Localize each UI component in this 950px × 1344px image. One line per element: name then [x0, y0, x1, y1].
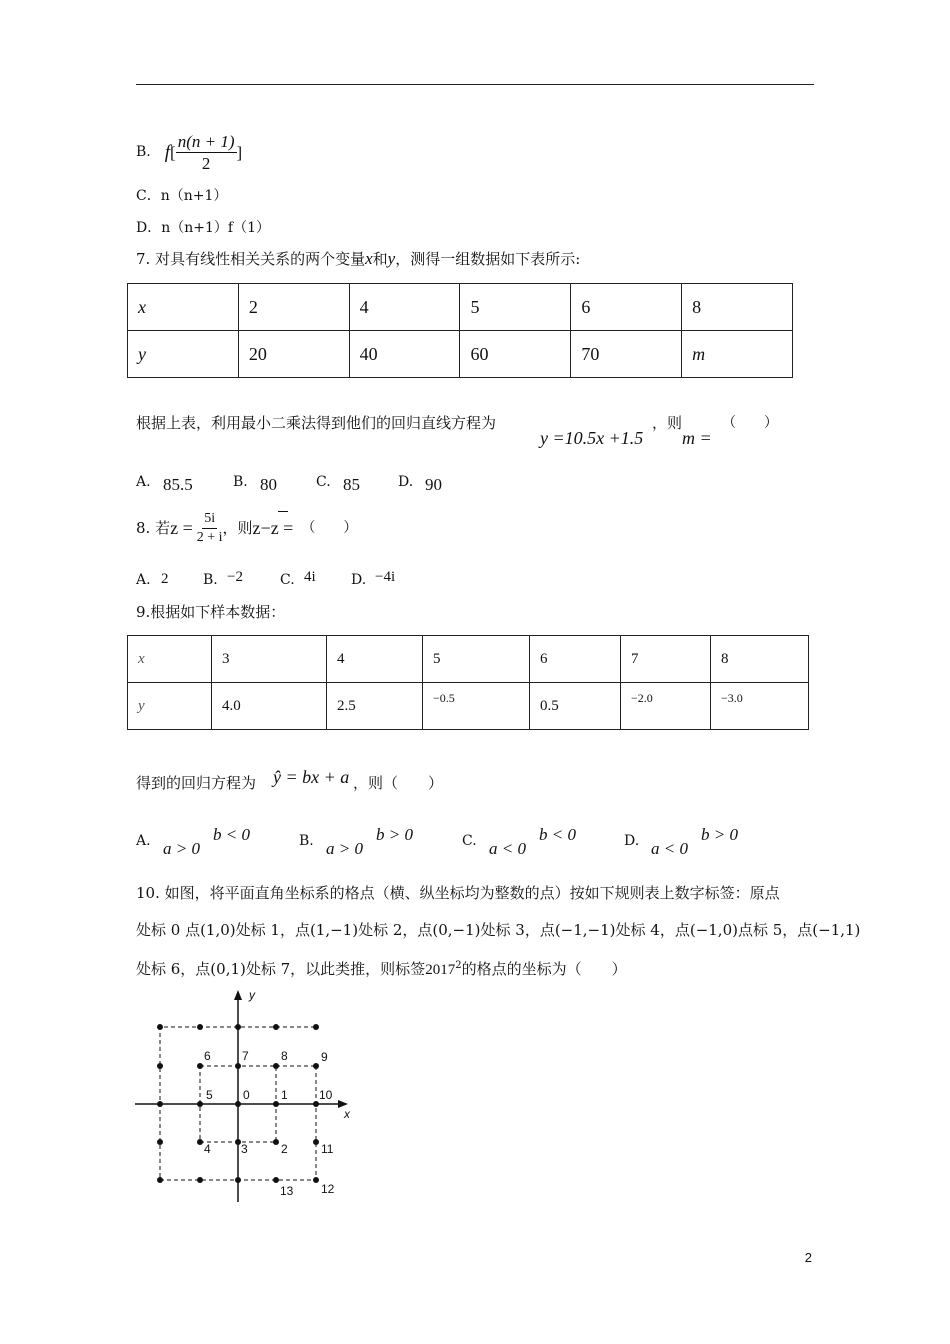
lattice-point — [273, 1101, 279, 1107]
table-cell: 60 — [460, 331, 571, 378]
table-cell: 5 — [423, 636, 530, 683]
q6-option-b-rbracket: ] — [236, 142, 243, 162]
table-cell: y — [128, 683, 212, 730]
table-cell: 2 — [238, 284, 349, 331]
lattice-point — [157, 1139, 163, 1145]
table-cell: 2.5 — [327, 683, 423, 730]
q10-stem-line-3 — [136, 961, 627, 978]
q7-option-a-value: 85.5 — [163, 475, 193, 494]
table-cell: 3 — [212, 636, 327, 683]
q8-option-c-label: C. — [280, 572, 295, 588]
point-label: 4 — [204, 1142, 211, 1156]
lattice-point — [197, 1024, 203, 1030]
table-cell: 4 — [349, 284, 460, 331]
point-label: 13 — [280, 1184, 294, 1198]
q8-fraction — [197, 512, 223, 545]
lattice-point — [313, 1139, 319, 1145]
point-label: 8 — [281, 1049, 288, 1063]
table-cell: m — [682, 331, 793, 378]
q6-option-b-label: B. — [136, 144, 151, 160]
q10-stem-line-1: 10. 如图，将平面直角坐标系的格点（横、纵坐标均为整数的点）按如下规则表上数字标签：原点 — [136, 884, 780, 902]
q9-option-b-label: B. — [299, 833, 314, 849]
table-cell: 70 — [571, 331, 682, 378]
lattice-point — [235, 1177, 241, 1183]
q8-option-b-label: B. — [203, 572, 218, 588]
lattice-point — [273, 1139, 279, 1145]
table-row — [128, 636, 809, 683]
q8-numerator: 5i — [202, 512, 217, 529]
q7-var-y: y — [387, 249, 396, 268]
q7-regression-equation: y =10.5x +1.5 — [540, 428, 644, 448]
q7-stem — [136, 250, 580, 267]
q7-after-text: 根据上表，利用最小二乘法得到他们的回归直线方程为 — [136, 414, 497, 432]
table-cell: 5 — [460, 284, 571, 331]
table-cell: 0.5 — [530, 683, 621, 730]
lattice-point — [235, 1024, 241, 1030]
q9-option-c-b: b < 0 — [539, 825, 576, 844]
q6-option-b-denominator: 2 — [201, 153, 211, 173]
point-label: 10 — [319, 1088, 333, 1102]
q8-option-a-value: 2 — [161, 571, 169, 587]
q8-stem-text-a: 8. 若 — [136, 518, 171, 537]
q7-stem-text-c: ，测得一组数据如下表所示: — [395, 250, 581, 268]
q6-option-b-lbracket: [ — [170, 142, 176, 162]
point-label: 12 — [321, 1182, 335, 1196]
x-axis-label: x — [344, 1107, 350, 1121]
q8-z-equals: z = — [170, 518, 193, 538]
q9-option-b-a: a > 0 — [326, 839, 363, 858]
point-label: 6 — [204, 1049, 211, 1063]
table-cell: 8 — [682, 284, 793, 331]
table-cell: y — [128, 331, 239, 378]
q8-option-a-label: A. — [136, 572, 151, 588]
q9-stem: 9.根据如下样本数据： — [136, 603, 286, 621]
q8-denominator: 2 + i — [196, 529, 223, 545]
y-axis-arrow — [234, 990, 242, 1000]
lattice-point — [313, 1063, 319, 1069]
table-cell: 20 — [238, 331, 349, 378]
q9-option-c-a: a < 0 — [489, 839, 526, 858]
q9-after-text: 得到的回归方程为 — [136, 774, 257, 792]
point-label: 0 — [243, 1088, 250, 1102]
table-cell: −3.0 — [711, 683, 809, 730]
q9-data-table — [127, 635, 809, 730]
q7-option-d-label: D. — [398, 474, 414, 490]
lattice-point — [157, 1024, 163, 1030]
table-cell: −2.0 — [621, 683, 711, 730]
q7-option-d-value: 90 — [425, 475, 442, 494]
lattice-point — [273, 1024, 279, 1030]
table-row — [128, 331, 793, 378]
table-cell: 4 — [327, 636, 423, 683]
header-rule — [136, 84, 814, 85]
q8-option-d-label: D. — [351, 572, 367, 588]
q7-stem-text-b: 和 — [372, 250, 388, 268]
point-label: 2 — [281, 1142, 288, 1156]
table-cell: x — [128, 284, 239, 331]
lattice-point — [235, 1101, 241, 1107]
q9-option-a-b: b < 0 — [213, 825, 250, 844]
q7-answer-paren: （ ） — [722, 415, 778, 431]
lattice-point — [273, 1063, 279, 1069]
lattice-point — [197, 1101, 203, 1107]
q6-option-c: C．n（n+1） — [136, 188, 228, 204]
q6-option-b-f: f — [164, 141, 171, 163]
point-label: 5 — [206, 1088, 213, 1102]
lattice-point — [197, 1177, 203, 1183]
q10-stem-line-3-b: 的格点的坐标为（ ） — [461, 960, 627, 978]
point-label: 1 — [281, 1088, 288, 1102]
lattice-point — [273, 1177, 279, 1183]
conjugate-bar — [278, 511, 288, 512]
point-label: 9 — [321, 1050, 328, 1064]
y-axis-label: y — [249, 988, 255, 1002]
q9-regression-equation: ŷ = bx + a — [273, 767, 350, 787]
q9-option-c-label: C. — [462, 833, 477, 849]
q10-stem-line-2: 处标 0 点(1,0)处标 1，点(1,−1)处标 2，点(0,−1)处标 3，点(−1,−1)处标 4，点(−1,0)点标 5，点(−1,1) — [136, 921, 861, 939]
q10-label-exponent: 2 — [455, 960, 462, 971]
page-number: 2 — [804, 1250, 812, 1265]
q6-option-d: D．n（n+1）f（1） — [136, 220, 270, 236]
q10-lattice-figure — [130, 985, 360, 1210]
q9-option-a-label: A. — [136, 833, 151, 849]
q8-answer-paren: （ ） — [301, 520, 358, 536]
point-label: 11 — [321, 1142, 334, 1156]
q8-option-b-value: −2 — [227, 569, 243, 585]
q7-option-a-label: A. — [136, 474, 151, 490]
q9-option-d-label: D. — [624, 833, 640, 849]
lattice-point — [157, 1177, 163, 1183]
table-row — [128, 683, 809, 730]
q8-option-c-value: 4i — [304, 569, 316, 585]
table-cell: 6 — [530, 636, 621, 683]
q8-z-minus-zbar — [253, 519, 294, 537]
q10-label-base: 2017 — [425, 962, 456, 978]
q7-option-c-value: 85 — [343, 475, 360, 494]
q7-option-c-label: C. — [316, 474, 331, 490]
table-row — [128, 284, 793, 331]
q9-after-text-b: ，则（ ） — [353, 774, 444, 792]
q8-stem-text-b: ，则 — [222, 518, 253, 537]
table-cell: x — [128, 636, 212, 683]
q6-option-b-fraction — [176, 133, 237, 172]
lattice-point — [313, 1177, 319, 1183]
q8-stem — [136, 506, 357, 550]
lattice-point — [157, 1063, 163, 1069]
q10-stem-line-3-a: 处标 6，点(0,1)处标 7，以此类推，则标签 — [136, 960, 426, 978]
q7-stem-text-a: 7. 对具有线性相关关系的两个变量 — [136, 250, 366, 268]
q7-option-b-value: 80 — [260, 475, 277, 494]
q6-option-b — [136, 128, 242, 176]
q8-z-minus-zbar-text: z−z = — [252, 518, 294, 538]
q9-option-a-a: a > 0 — [163, 839, 200, 858]
table-cell: 6 — [571, 284, 682, 331]
lattice-point — [157, 1101, 163, 1107]
point-label: 7 — [242, 1049, 249, 1063]
table-cell: 7 — [621, 636, 711, 683]
table-cell: 4.0 — [212, 683, 327, 730]
lattice-point — [197, 1063, 203, 1069]
q8-option-d-value: −4i — [375, 569, 396, 585]
q7-m-equals: m = — [682, 428, 712, 448]
point-label: 3 — [241, 1142, 248, 1156]
q7-after-text-b: ，则 — [652, 414, 683, 432]
lattice-point — [313, 1024, 319, 1030]
table-cell: −0.5 — [423, 683, 530, 730]
table-cell: 8 — [711, 636, 809, 683]
q9-option-d-b: b > 0 — [701, 825, 738, 844]
q9-option-b-b: b > 0 — [376, 825, 413, 844]
q7-var-x: x — [365, 249, 373, 268]
q6-option-b-numerator: n(n + 1) — [177, 131, 235, 151]
lattice-point — [197, 1139, 203, 1145]
q7-data-table — [127, 283, 793, 378]
q9-option-d-a: a < 0 — [651, 839, 688, 858]
table-cell: 40 — [349, 331, 460, 378]
q7-option-b-label: B. — [233, 474, 248, 490]
lattice-point — [235, 1063, 241, 1069]
